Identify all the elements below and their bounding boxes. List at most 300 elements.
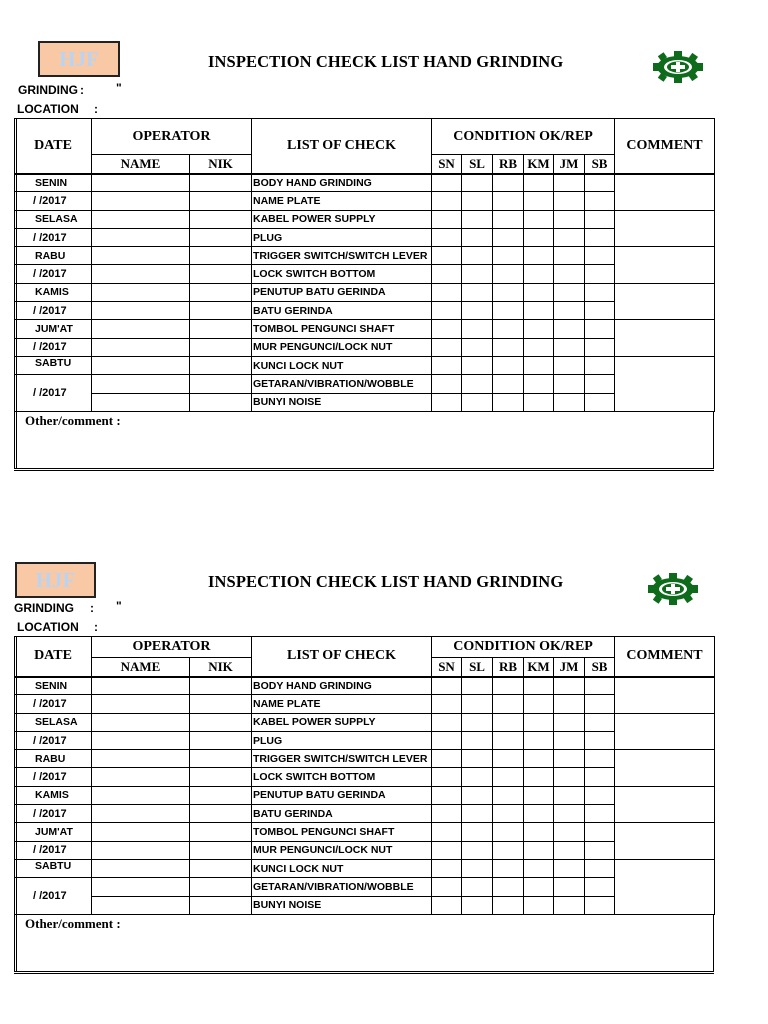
- check-item: BODY HAND GRINDING: [252, 174, 432, 192]
- date-cell[interactable]: SENIN: [15, 677, 92, 695]
- operator-nik-cell[interactable]: [190, 713, 252, 731]
- condition-cell[interactable]: [493, 786, 524, 804]
- condition-cell[interactable]: [585, 823, 615, 841]
- table-row: [15, 859, 715, 877]
- condition-cell[interactable]: [554, 265, 585, 283]
- operator-name-cell[interactable]: [92, 823, 190, 841]
- condition-cell[interactable]: [585, 731, 615, 749]
- condition-cell[interactable]: [432, 228, 462, 246]
- condition-cell[interactable]: [493, 878, 524, 896]
- other-comment-label: Other/comment :: [25, 412, 121, 428]
- check-item: KABEL POWER SUPPLY: [252, 210, 432, 228]
- operator-nik-cell[interactable]: [190, 695, 252, 713]
- condition-cell[interactable]: [493, 677, 524, 695]
- operator-nik-cell[interactable]: [190, 750, 252, 768]
- operator-name-cell[interactable]: [92, 210, 190, 228]
- other-comment-box[interactable]: [14, 411, 714, 469]
- operator-nik-cell[interactable]: [190, 859, 252, 877]
- other-comment-box[interactable]: [14, 914, 714, 972]
- condition-cell[interactable]: [554, 786, 585, 804]
- condition-cell[interactable]: [585, 210, 615, 228]
- date-cell[interactable]: KAMIS: [15, 283, 92, 301]
- condition-cell[interactable]: [524, 750, 554, 768]
- comment-cell[interactable]: [615, 320, 715, 357]
- date-cell[interactable]: / /2017: [15, 302, 92, 320]
- condition-cell[interactable]: [585, 356, 615, 374]
- condition-cell[interactable]: [554, 823, 585, 841]
- condition-cell[interactable]: [524, 713, 554, 731]
- condition-cell[interactable]: [462, 174, 493, 192]
- operator-name-cell[interactable]: [92, 265, 190, 283]
- condition-cell[interactable]: [585, 750, 615, 768]
- operator-name-cell[interactable]: [92, 393, 190, 411]
- condition-cell[interactable]: [554, 677, 585, 695]
- condition-cell[interactable]: [585, 768, 615, 786]
- date-cell[interactable]: / /2017: [15, 768, 92, 786]
- condition-cell[interactable]: [585, 786, 615, 804]
- condition-cell[interactable]: [493, 174, 524, 192]
- condition-cell[interactable]: [432, 174, 462, 192]
- bottom-border: [14, 470, 714, 471]
- condition-cell[interactable]: [585, 338, 615, 356]
- condition-cell[interactable]: [493, 805, 524, 823]
- comment-cell[interactable]: [615, 174, 715, 211]
- comment-cell[interactable]: [615, 677, 715, 714]
- condition-cell[interactable]: [462, 210, 493, 228]
- inspection-table: [14, 118, 715, 412]
- comment-cell[interactable]: [615, 210, 715, 247]
- day-header-sb: SB: [585, 658, 615, 677]
- operator-name-cell[interactable]: [92, 338, 190, 356]
- condition-cell[interactable]: [524, 247, 554, 265]
- condition-cell[interactable]: [432, 713, 462, 731]
- date-cell[interactable]: SENIN: [15, 174, 92, 192]
- condition-cell[interactable]: [524, 768, 554, 786]
- nik-header: NIK: [190, 155, 252, 174]
- condition-cell[interactable]: [524, 677, 554, 695]
- condition-cell[interactable]: [432, 805, 462, 823]
- condition-cell[interactable]: [432, 338, 462, 356]
- operator-name-cell[interactable]: [92, 283, 190, 301]
- operator-nik-cell[interactable]: [190, 677, 252, 695]
- operator-nik-cell[interactable]: [190, 375, 252, 393]
- condition-cell[interactable]: [524, 878, 554, 896]
- inspection-table: [14, 636, 715, 915]
- comment-cell[interactable]: [615, 750, 715, 787]
- condition-cell[interactable]: [432, 896, 462, 914]
- date-cell[interactable]: SELASA: [15, 713, 92, 731]
- condition-cell[interactable]: [462, 750, 493, 768]
- date-cell[interactable]: / /2017: [15, 375, 92, 412]
- condition-cell[interactable]: [432, 841, 462, 859]
- condition-cell[interactable]: [432, 750, 462, 768]
- other-comment-label: Other/comment :: [25, 915, 121, 931]
- condition-cell[interactable]: [493, 695, 524, 713]
- condition-cell[interactable]: [493, 302, 524, 320]
- condition-cell[interactable]: [462, 356, 493, 374]
- operator-nik-cell[interactable]: [190, 192, 252, 210]
- condition-cell[interactable]: [524, 823, 554, 841]
- gear-plus-icon: [645, 572, 701, 611]
- condition-cell[interactable]: [554, 375, 585, 393]
- operator-nik-cell[interactable]: [190, 283, 252, 301]
- operator-nik-cell[interactable]: [190, 768, 252, 786]
- condition-cell[interactable]: [462, 265, 493, 283]
- condition-cell[interactable]: [493, 841, 524, 859]
- condition-cell[interactable]: [432, 859, 462, 877]
- condition-cell[interactable]: [432, 192, 462, 210]
- date-cell[interactable]: SELASA: [15, 210, 92, 228]
- condition-cell[interactable]: [432, 283, 462, 301]
- condition-cell[interactable]: [462, 731, 493, 749]
- condition-cell[interactable]: [462, 768, 493, 786]
- condition-cell[interactable]: [554, 859, 585, 877]
- condition-cell[interactable]: [432, 786, 462, 804]
- company-logo: HJF: [15, 562, 96, 598]
- condition-cell[interactable]: [432, 695, 462, 713]
- condition-cell[interactable]: [432, 302, 462, 320]
- date-cell[interactable]: / /2017: [15, 695, 92, 713]
- date-header: DATE: [15, 637, 92, 677]
- condition-cell[interactable]: [554, 768, 585, 786]
- form-title: INSPECTION CHECK LIST HAND GRINDING: [208, 572, 564, 591]
- condition-cell[interactable]: [493, 896, 524, 914]
- check-item: NAME PLATE: [252, 192, 432, 210]
- condition-cell[interactable]: [432, 768, 462, 786]
- condition-cell[interactable]: [524, 375, 554, 393]
- date-cell[interactable]: JUM'AT: [15, 823, 92, 841]
- operator-name-cell[interactable]: [92, 174, 190, 192]
- table-row: [15, 713, 715, 731]
- operator-nik-cell[interactable]: [190, 878, 252, 896]
- location-field: [17, 102, 98, 116]
- date-cell[interactable]: / /2017: [15, 338, 92, 356]
- condition-cell[interactable]: [585, 192, 615, 210]
- day-header-sn: SN: [432, 155, 462, 174]
- day-header-rb: RB: [493, 155, 524, 174]
- condition-cell[interactable]: [585, 805, 615, 823]
- comment-cell[interactable]: [615, 823, 715, 860]
- condition-cell[interactable]: [462, 247, 493, 265]
- condition-cell[interactable]: [554, 750, 585, 768]
- condition-cell[interactable]: [554, 283, 585, 301]
- condition-cell[interactable]: [462, 896, 493, 914]
- condition-cell[interactable]: [493, 859, 524, 877]
- condition-cell[interactable]: [554, 393, 585, 411]
- date-cell[interactable]: / /2017: [15, 731, 92, 749]
- operator-name-cell[interactable]: [92, 228, 190, 246]
- condition-cell[interactable]: [554, 878, 585, 896]
- operator-nik-cell[interactable]: [190, 210, 252, 228]
- condition-cell[interactable]: [554, 302, 585, 320]
- operator-nik-cell[interactable]: [190, 247, 252, 265]
- comment-cell[interactable]: [615, 247, 715, 284]
- condition-cell[interactable]: [524, 356, 554, 374]
- condition-cell[interactable]: [524, 805, 554, 823]
- operator-nik-cell[interactable]: [190, 302, 252, 320]
- condition-cell[interactable]: [462, 878, 493, 896]
- comment-cell[interactable]: [615, 786, 715, 823]
- condition-cell[interactable]: [524, 174, 554, 192]
- operator-nik-cell[interactable]: [190, 393, 252, 411]
- condition-cell[interactable]: [524, 338, 554, 356]
- check-item: LOCK SWITCH BOTTOM: [252, 768, 432, 786]
- condition-cell[interactable]: [524, 228, 554, 246]
- condition-cell[interactable]: [554, 210, 585, 228]
- condition-cell[interactable]: [524, 786, 554, 804]
- operator-nik-cell[interactable]: [190, 320, 252, 338]
- table-row: [15, 320, 715, 338]
- condition-cell[interactable]: [432, 677, 462, 695]
- condition-cell[interactable]: [462, 677, 493, 695]
- condition-cell[interactable]: [462, 192, 493, 210]
- operator-name-cell[interactable]: [92, 841, 190, 859]
- condition-cell[interactable]: [493, 750, 524, 768]
- check-item: PENUTUP BATU GERINDA: [252, 283, 432, 301]
- date-cell[interactable]: / /2017: [15, 265, 92, 283]
- condition-cell[interactable]: [462, 786, 493, 804]
- condition-cell[interactable]: [462, 823, 493, 841]
- condition-cell[interactable]: [585, 841, 615, 859]
- day-header-sb: SB: [585, 155, 615, 174]
- condition-cell[interactable]: [585, 677, 615, 695]
- condition-cell[interactable]: [462, 393, 493, 411]
- condition-cell[interactable]: [585, 393, 615, 411]
- condition-cell[interactable]: [524, 859, 554, 877]
- date-cell[interactable]: SABTU: [15, 859, 92, 877]
- condition-cell[interactable]: [462, 805, 493, 823]
- table-row: [15, 265, 715, 283]
- check-item: GETARAN/VIBRATION/WOBBLE: [252, 878, 432, 896]
- day-header-sl: SL: [462, 155, 493, 174]
- date-cell[interactable]: / /2017: [15, 192, 92, 210]
- condition-cell[interactable]: [493, 283, 524, 301]
- condition-cell[interactable]: [524, 265, 554, 283]
- grinding-value[interactable]: ": [116, 599, 122, 613]
- condition-cell[interactable]: [585, 695, 615, 713]
- day-header-rb: RB: [493, 658, 524, 677]
- operator-name-cell[interactable]: [92, 247, 190, 265]
- operator-name-cell[interactable]: [92, 768, 190, 786]
- condition-cell[interactable]: [462, 841, 493, 859]
- condition-cell[interactable]: [462, 283, 493, 301]
- condition-cell[interactable]: [524, 695, 554, 713]
- date-cell[interactable]: RABU: [15, 750, 92, 768]
- condition-cell[interactable]: [462, 713, 493, 731]
- condition-cell[interactable]: [585, 265, 615, 283]
- condition-cell[interactable]: [432, 823, 462, 841]
- condition-cell[interactable]: [585, 228, 615, 246]
- date-cell[interactable]: JUM'AT: [15, 320, 92, 338]
- operator-name-cell[interactable]: [92, 805, 190, 823]
- operator-name-cell[interactable]: [92, 320, 190, 338]
- condition-cell[interactable]: [585, 283, 615, 301]
- grinding-field: [14, 599, 122, 615]
- operator-name-cell[interactable]: [92, 375, 190, 393]
- condition-cell[interactable]: [432, 356, 462, 374]
- condition-cell[interactable]: [493, 375, 524, 393]
- table-row: [15, 823, 715, 841]
- condition-cell[interactable]: [432, 210, 462, 228]
- condition-cell[interactable]: [554, 896, 585, 914]
- condition-cell[interactable]: [462, 375, 493, 393]
- grinding-colon: :: [80, 83, 84, 97]
- grinding-value[interactable]: ": [116, 81, 122, 95]
- operator-name-cell[interactable]: [92, 878, 190, 896]
- condition-cell[interactable]: [554, 731, 585, 749]
- operator-nik-cell[interactable]: [190, 731, 252, 749]
- operator-name-cell[interactable]: [92, 731, 190, 749]
- table-row: [15, 841, 715, 859]
- condition-cell[interactable]: [554, 320, 585, 338]
- condition-cell[interactable]: [462, 338, 493, 356]
- condition-cell[interactable]: [493, 247, 524, 265]
- check-item: MUR PENGUNCI/LOCK NUT: [252, 841, 432, 859]
- condition-cell[interactable]: [493, 731, 524, 749]
- condition-cell[interactable]: [432, 393, 462, 411]
- operator-name-cell[interactable]: [92, 356, 190, 374]
- condition-cell[interactable]: [524, 192, 554, 210]
- condition-cell[interactable]: [585, 247, 615, 265]
- condition-cell[interactable]: [462, 320, 493, 338]
- condition-cell[interactable]: [493, 393, 524, 411]
- date-cell[interactable]: KAMIS: [15, 786, 92, 804]
- operator-name-cell[interactable]: [92, 695, 190, 713]
- condition-cell[interactable]: [524, 302, 554, 320]
- table-row: [15, 768, 715, 786]
- check-item: BATU GERINDA: [252, 302, 432, 320]
- operator-name-cell[interactable]: [92, 302, 190, 320]
- comment-cell[interactable]: [615, 859, 715, 914]
- location-colon: :: [94, 102, 98, 116]
- condition-cell[interactable]: [585, 174, 615, 192]
- condition-cell[interactable]: [554, 356, 585, 374]
- operator-nik-cell[interactable]: [190, 338, 252, 356]
- operator-header: OPERATOR: [92, 119, 252, 155]
- condition-cell[interactable]: [554, 713, 585, 731]
- operator-name-cell[interactable]: [92, 859, 190, 877]
- operator-nik-cell[interactable]: [190, 823, 252, 841]
- condition-cell[interactable]: [432, 375, 462, 393]
- condition-cell[interactable]: [493, 823, 524, 841]
- operator-name-cell[interactable]: [92, 750, 190, 768]
- operator-nik-cell[interactable]: [190, 174, 252, 192]
- operator-nik-cell[interactable]: [190, 841, 252, 859]
- condition-cell[interactable]: [554, 338, 585, 356]
- day-header-jm: JM: [554, 658, 585, 677]
- name-header: NAME: [92, 155, 190, 174]
- operator-nik-cell[interactable]: [190, 896, 252, 914]
- check-item: LOCK SWITCH BOTTOM: [252, 265, 432, 283]
- condition-cell[interactable]: [493, 265, 524, 283]
- condition-cell[interactable]: [524, 841, 554, 859]
- condition-cell[interactable]: [493, 338, 524, 356]
- operator-nik-cell[interactable]: [190, 265, 252, 283]
- condition-cell[interactable]: [554, 174, 585, 192]
- condition-header: CONDITION OK/REP: [432, 119, 615, 155]
- condition-cell[interactable]: [493, 192, 524, 210]
- table-row: [15, 356, 715, 374]
- comment-cell[interactable]: [615, 713, 715, 750]
- condition-cell[interactable]: [432, 320, 462, 338]
- condition-cell[interactable]: [462, 228, 493, 246]
- date-cell[interactable]: / /2017: [15, 228, 92, 246]
- condition-cell[interactable]: [554, 841, 585, 859]
- condition-cell[interactable]: [432, 731, 462, 749]
- operator-name-cell[interactable]: [92, 192, 190, 210]
- check-item: TRIGGER SWITCH/SWITCH LEVER: [252, 750, 432, 768]
- condition-cell[interactable]: [524, 731, 554, 749]
- operator-nik-cell[interactable]: [190, 786, 252, 804]
- date-cell[interactable]: / /2017: [15, 878, 92, 915]
- grinding-label: GRINDING: [18, 83, 78, 97]
- check-item: BATU GERINDA: [252, 805, 432, 823]
- condition-cell[interactable]: [493, 768, 524, 786]
- condition-cell[interactable]: [493, 713, 524, 731]
- condition-cell[interactable]: [462, 859, 493, 877]
- day-header-jm: JM: [554, 155, 585, 174]
- condition-cell[interactable]: [585, 320, 615, 338]
- left-border: [16, 636, 17, 972]
- condition-cell[interactable]: [585, 375, 615, 393]
- condition-cell[interactable]: [524, 283, 554, 301]
- date-cell[interactable]: / /2017: [15, 841, 92, 859]
- check-item: BUNYI NOISE: [252, 896, 432, 914]
- condition-cell[interactable]: [585, 878, 615, 896]
- condition-cell[interactable]: [524, 320, 554, 338]
- condition-cell[interactable]: [432, 265, 462, 283]
- condition-cell[interactable]: [524, 896, 554, 914]
- table-row: [15, 375, 715, 393]
- comment-cell[interactable]: [615, 283, 715, 320]
- day-header-km: KM: [524, 155, 554, 174]
- check-item: MUR PENGUNCI/LOCK NUT: [252, 338, 432, 356]
- condition-cell[interactable]: [524, 210, 554, 228]
- condition-cell[interactable]: [462, 695, 493, 713]
- date-cell[interactable]: SABTU: [15, 356, 92, 374]
- condition-cell[interactable]: [554, 805, 585, 823]
- grinding-colon: :: [90, 601, 94, 615]
- condition-cell[interactable]: [585, 896, 615, 914]
- date-cell[interactable]: / /2017: [15, 805, 92, 823]
- check-item: TRIGGER SWITCH/SWITCH LEVER: [252, 247, 432, 265]
- condition-cell[interactable]: [524, 393, 554, 411]
- condition-cell[interactable]: [493, 210, 524, 228]
- comment-cell[interactable]: [615, 356, 715, 411]
- operator-nik-cell[interactable]: [190, 805, 252, 823]
- condition-cell[interactable]: [432, 247, 462, 265]
- operator-name-cell[interactable]: [92, 713, 190, 731]
- condition-cell[interactable]: [493, 320, 524, 338]
- condition-cell[interactable]: [462, 302, 493, 320]
- condition-cell[interactable]: [585, 302, 615, 320]
- condition-cell[interactable]: [554, 247, 585, 265]
- condition-cell[interactable]: [585, 859, 615, 877]
- operator-name-cell[interactable]: [92, 896, 190, 914]
- condition-cell[interactable]: [554, 695, 585, 713]
- date-cell[interactable]: RABU: [15, 247, 92, 265]
- condition-cell[interactable]: [554, 192, 585, 210]
- operator-nik-cell[interactable]: [190, 228, 252, 246]
- condition-cell[interactable]: [585, 713, 615, 731]
- condition-cell[interactable]: [493, 228, 524, 246]
- condition-cell[interactable]: [493, 356, 524, 374]
- condition-cell[interactable]: [432, 878, 462, 896]
- operator-name-cell[interactable]: [92, 786, 190, 804]
- condition-cell[interactable]: [554, 228, 585, 246]
- operator-name-cell[interactable]: [92, 677, 190, 695]
- operator-nik-cell[interactable]: [190, 356, 252, 374]
